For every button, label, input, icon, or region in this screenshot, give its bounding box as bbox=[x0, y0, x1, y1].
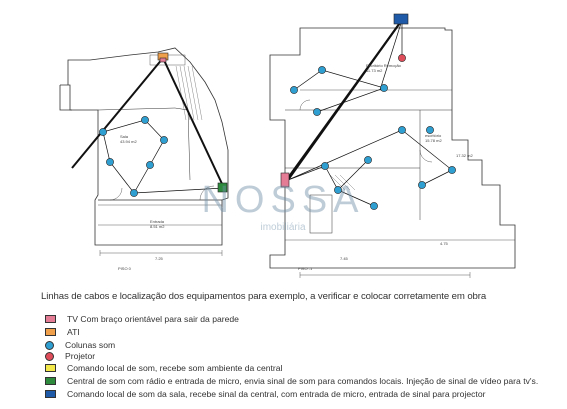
speaker-marker bbox=[160, 136, 167, 143]
speaker-swatch bbox=[45, 341, 54, 350]
speaker-marker bbox=[130, 189, 137, 196]
speaker-marker bbox=[380, 84, 387, 91]
room-control-marker bbox=[394, 14, 408, 24]
tv-swatch bbox=[45, 315, 56, 323]
legend-item-local-control bbox=[45, 362, 282, 374]
speaker-marker bbox=[290, 86, 297, 93]
legend-label: Projetor bbox=[65, 351, 96, 361]
speaker-marker bbox=[418, 181, 425, 188]
speaker-marker bbox=[321, 162, 328, 169]
legend-label: Comando local de som, recebe som ambiente da central bbox=[67, 363, 283, 373]
local-control-swatch bbox=[45, 364, 56, 372]
projector-swatch bbox=[45, 352, 54, 361]
legend-item-projector bbox=[45, 350, 95, 362]
left-floor-label: PISO 0 bbox=[118, 266, 131, 271]
projector-marker bbox=[398, 54, 405, 61]
central-swatch bbox=[45, 377, 56, 385]
watermark bbox=[201, 179, 364, 233]
speaker-marker bbox=[448, 166, 455, 173]
room-label: escritório 15.78 m2 bbox=[425, 133, 442, 143]
speaker-marker bbox=[318, 66, 325, 73]
speaker-marker bbox=[106, 158, 113, 165]
room-label: Sala 43.94 m2 bbox=[120, 134, 137, 144]
speaker-marker bbox=[313, 108, 320, 115]
room-label: Escritório Remoção 11.73 m2 bbox=[366, 63, 401, 73]
speaker-marker bbox=[146, 161, 153, 168]
speaker-marker bbox=[398, 126, 405, 133]
right-floor-label: PISO -1 bbox=[298, 266, 313, 271]
watermark-brand: NOSSA bbox=[201, 179, 365, 221]
dimension-label: 7.45 bbox=[340, 256, 348, 261]
room-label: 17.32 m2 bbox=[456, 153, 473, 158]
speaker-marker bbox=[141, 116, 148, 123]
watermark-sub: imobiliária bbox=[260, 222, 306, 233]
legend-label: ATI bbox=[67, 327, 80, 337]
legend-item-room-control bbox=[45, 388, 485, 400]
dimension-label: 7.25 bbox=[155, 256, 163, 261]
legend-label: Comando local de som da sala, recebe sinal da central, com entrada de micro, entrada de sinal para projector bbox=[67, 389, 486, 399]
ati-swatch bbox=[45, 328, 56, 336]
room-control-swatch bbox=[45, 390, 56, 398]
legend-label: TV Com braço orientável para sair da parede bbox=[67, 314, 239, 324]
diagram-caption: Linhas de cabos e localização dos equipamentos para exemplo, a verificar e colocar corretamente em obra bbox=[41, 291, 487, 302]
room-label: Entrada 8.51 m2 bbox=[150, 219, 165, 229]
ati-marker bbox=[160, 58, 166, 62]
speaker-marker bbox=[99, 128, 106, 135]
legend-item-tv bbox=[45, 313, 239, 325]
legend-label: Central de som com rádio e entrada de micro, envia sinal de som para comandos locais. Injeção de sinal de vídeo para tv's. bbox=[67, 376, 539, 386]
legend-label: Colunas som bbox=[65, 340, 116, 350]
legend-item-central bbox=[45, 375, 538, 387]
speaker-marker bbox=[364, 156, 371, 163]
dimension-label: 4.75 bbox=[440, 241, 448, 246]
cable-lines bbox=[72, 20, 402, 188]
legend-item-ati bbox=[45, 326, 80, 338]
speaker-marker bbox=[370, 202, 377, 209]
